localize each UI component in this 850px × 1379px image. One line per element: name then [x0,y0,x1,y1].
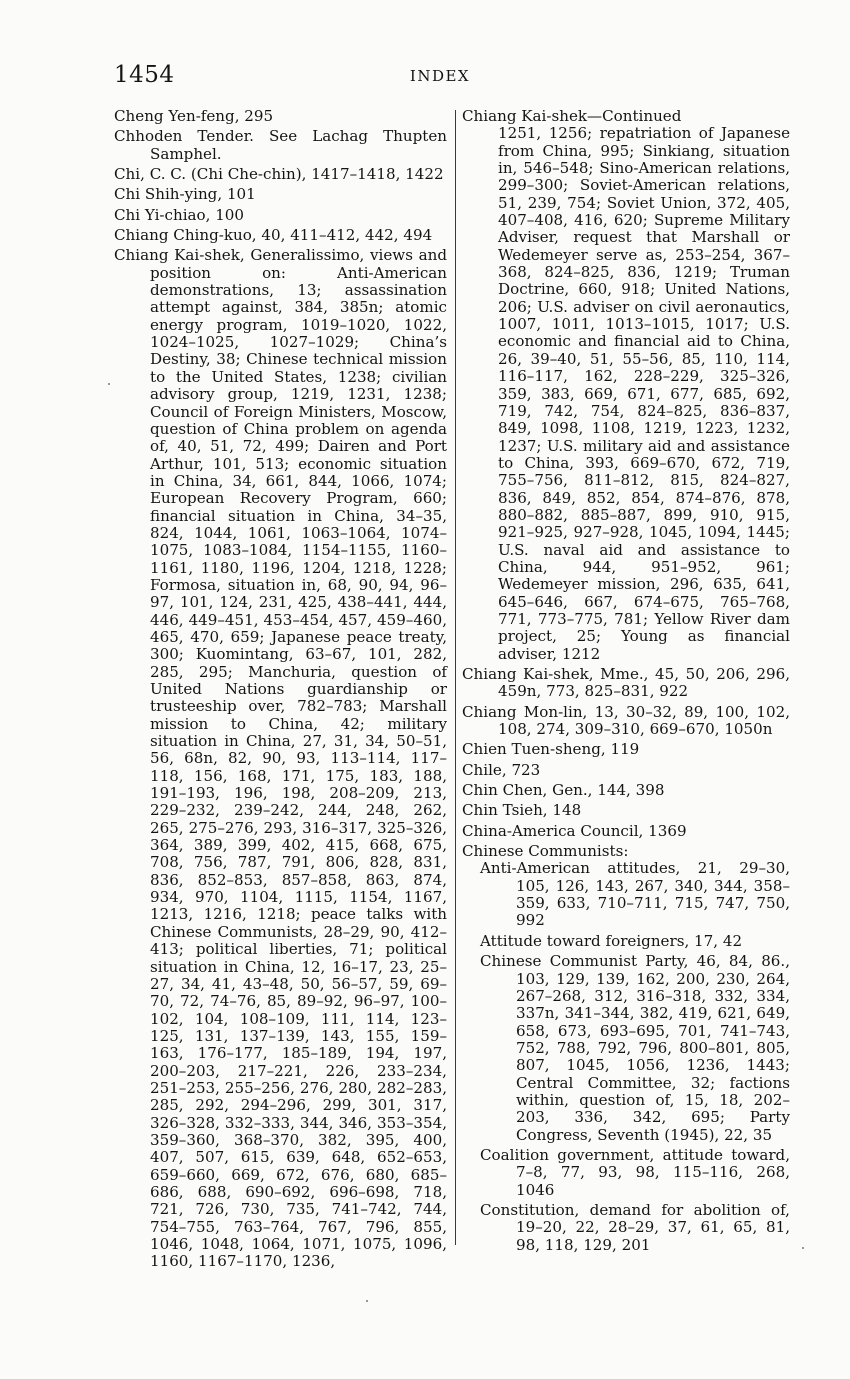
paper-speck [366,1300,368,1302]
index-entry: Chi Yi-chiao, 100 [114,205,245,224]
index-entry: Chiang Mon-lin, 13, 30–32, 89, 100, 102, 108, 274, 309–310, 669–670, 1050n [462,702,790,739]
sub-entry: Anti-American attitudes, 21, 29–30, 105, 126, 143, 267, 340, 344, 358–359, 633, 710–711, 715, 747, 750, 992 [480,859,790,930]
paper-speck [108,383,110,385]
index-entry: Chin Chen, Gen., 144, 398 [462,781,665,800]
index-entry: Cheng Yen-feng, 295 [114,107,274,125]
sub-entry: Constitution, demand for abolition of, 19–20, 22, 28–29, 37, 61, 65, 81, 98, 118, 129, 201 [480,1200,790,1254]
sub-entry: Chinese Communist Party, 46, 84, 86., 103, 129, 139, 162, 200, 230, 264, 267–268, 312, 316–318, 332, 334, 337n, 341–344, 382, 419, 621, 649, 658, 673, 693–695, 701, 741–743, 752, 788, 792, 796, 800–801, 805, 807, 1045, 1056, 1236, 1443; Central Committee, 32; factions within, question of, 15, 18, 202–203, 336, 342, 695; Party Congress, Seventh (1945), 22, 35 [480,952,790,1144]
column-divider [455,110,456,1245]
sub-entry: Coalition government, attitude toward, 7–8, 77, 93, 98, 115–116, 268, 1046 [480,1145,790,1199]
index-entry: Chin Tsieh, 148 [462,801,582,820]
running-head: INDEX [409,67,471,85]
index-entry: Chhoden Tender. See Lachag Thupten Samphel. [114,127,447,163]
sub-entry: Attitude toward foreigners, 17, 42 [480,931,743,950]
chinese-communists-heading: Chinese Communists: [462,842,629,861]
left-column [114,108,447,1274]
continued-text: 1251, 1256; repatriation of Japanese from China, 995; Sinkiang, situation in, 546–548; Sino-American relations, 299–300; Soviet-American relations, 51, 239, 754; Soviet Union, 372, 405, 407–408, 416, 620; Supreme Military Adviser, request that Marshall or Wedemeyer serve as, 253–254, 367–368, 824–825, 836, 1219; Truman Doctrine, 660, 918; United Nations, 206; U.S. adviser on civil aeronautics, 1007, 1011, 1013–1015, 1017; U.S. economic and financial aid to China, 26, 39–40, 51, 55–56, 85, 110, 114, 116–117, 162, 228–229, 325–326, 359, 383, 669, 671, 677, 685, 692, 719, 742, 754, 824–825, 836–837, 849, 1098, 1108, 1219, 1223, 1232, 1237; U.S. military aid and assistance to China, 393, 669–670, 672, 719, 755–756, 811–812, 815, 824–827, 836, 849, 852, 854, 874–876, 878, 880–882, 885–887, 899, 910, 915, 921–925, 927–928, 1045, 1094, 1445; U.S. naval aid and assistance to China, 944, 951–952, 961; Wedemeyer mission, 296, 635, 641, 645–646, 667, 674–675, 765–768, 771, 773–775, 781; Yellow River dam project, 25; Young as financial adviser, 1212 [498,124,790,663]
index-entry: Chi Shih-ying, 101 [114,185,256,204]
index-entry: Chile, 723 [462,760,541,779]
continued-heading: Chiang Kai-shek—Continued [462,107,682,125]
index-entry: Chiang Ching-kuo, 40, 411–412, 442, 494 [114,226,433,245]
index-entry-chiang-kai-shek: Chiang Kai-shek, Generalissimo, views and position on: Anti-American demonstrations, 13; assassination attempt against, 384, 385n; atomic energy program, 1019–1020, 1022, 1024–1025, 1027–1029; China’s Destiny, 38; Chinese technical mission to the United States, 1238; civilian advisory group, 1219, 1231, 1238; Council of Foreign Ministers, Moscow, question of China problem on agenda of, 40, 51, 72, 499; Dairen and Port Arthur, 101, 513; economic situation in China, 34, 661, 844, 1066, 1074; European Recovery Program, 660; financial situation in China, 34–35, 824, 1044, 1061, 1063–1064, 1074–1075, 1083–1084, 1154–1155, 1160–1161, 1180, 1196, 1204, 1218, 1228; Formosa, situation in, 68, 90, 94, 96–97, 101, 124, 231, 425, 438–441, 444, 446, 449–451, 453–454, 457, 459–460, 465, 470, 659; Japanese peace treaty, 300; Kuomintang, 63–67, 101, 282, 285, 295; Manchuria, question of United Nations guardianship or trusteeship over, 782–783; Marshall mission to China, 42; military situation in China, 27, 31, 34, 50–51, 56, 68n, 82, 90, 93, 113–114, 117–118, 156, 168, 171, 175, 183, 188, 191–193, 196, 198, 208–209, 213, 229–232, 239–242, 244, 248, 262, 265, 275–276, 293, 316–317, 325–326, 364, 389, 399, 402, 415, 668, 675, 708, 756, 787, 791, 806, 828, 831, 836, 852–853, 857–858, 863, 874, 934, 970, 1104, 1115, 1154, 1167, 1213, 1216, 1218; peace talks with Chinese Communists, 28–29, 90, 412–413; political liberties, 71; political situation in China, 12, 16–17, 23, 25–27, 34, 41, 43–48, 50, 56–57, 59, 69–70, 72, 74–76, 85, 89–92, 96–97, 100–102, 104, 108–109, 111, 114, 123–125, 131, 137–139, 143, 155, 159–163, 176–177, 185–189, 194, 197, 200–203, 217–221, 226, 233–234, 251–253, 255–256, 276, 280, 282–283, 285, 292, 294–296, 299, 301, 317, 326–328, 332–333, 344, 346, 353–354, 359–360, 368–370, 382, 395, 400, 407, 507, 615, 639, 648, 652–653, 659–660, 669, 672, 676, 680, 685–686, 688, 690–692, 696–698, 718, 721, 726, 730, 735, 741–742, 744, 754–755, 763–764, 767, 796, 855, 1046, 1048, 1064, 1071, 1075, 1096, 1160, 1167–1170, 1236, [114,246,447,1271]
index-entry: Chien Tuen-sheng, 119 [462,740,640,759]
index-entry: Chiang Kai-shek, Mme., 45, 50, 206, 296, 459n, 773, 825–831, 922 [462,665,790,701]
paper-speck [802,1247,804,1249]
right-column [462,108,790,1257]
index-entry: Chi, C. C. (Chi Che-chin), 1417–1418, 1422 [114,165,444,184]
page-number: 1454 [114,62,175,88]
index-entry: China-America Council, 1369 [462,821,687,840]
